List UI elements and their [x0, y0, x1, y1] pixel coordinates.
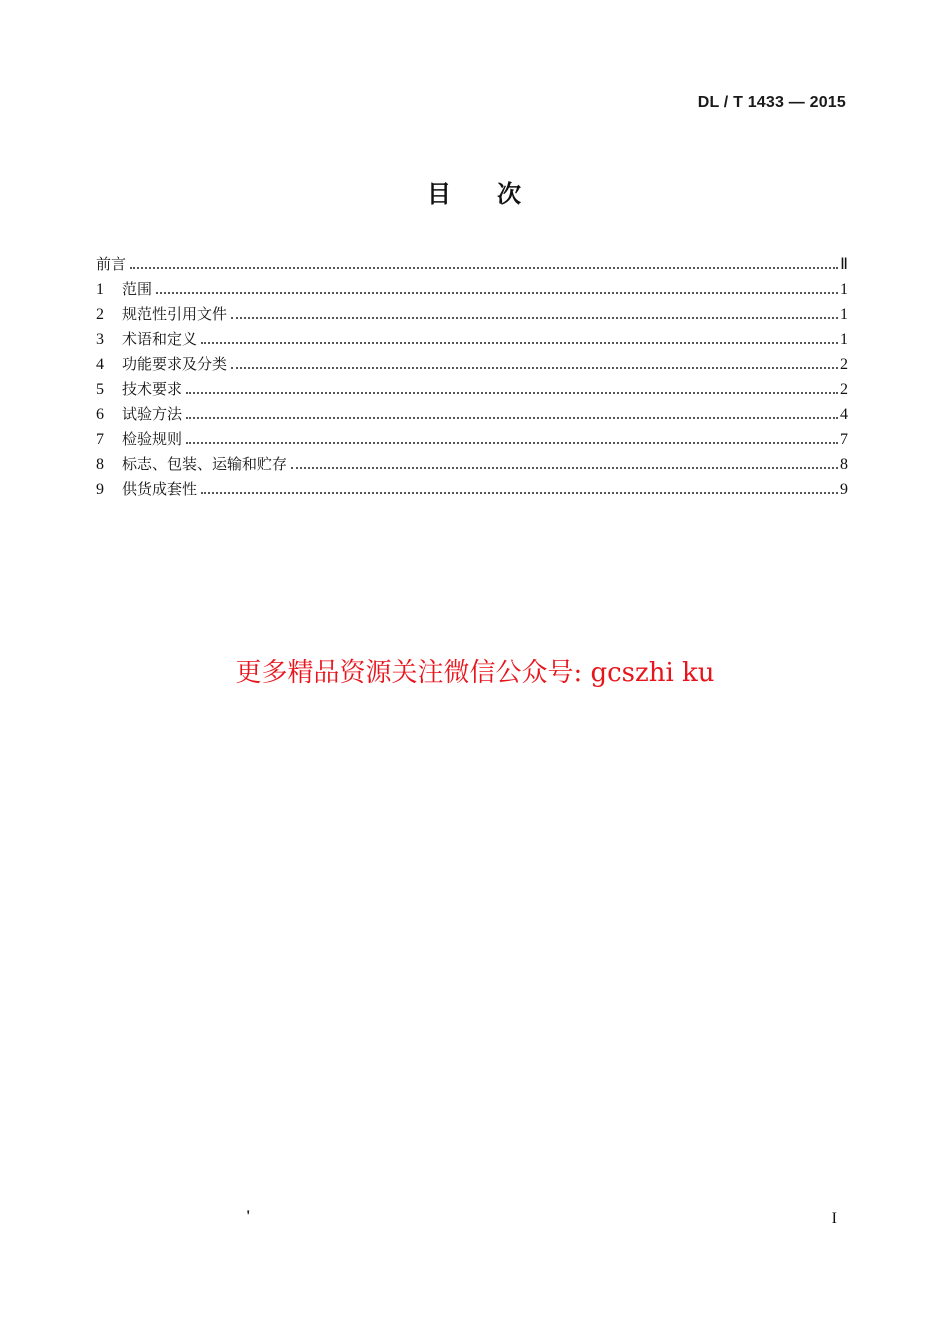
dot-leader — [186, 417, 838, 419]
dot-leader — [231, 367, 838, 369]
toc-entry-5[interactable] — [96, 377, 848, 402]
toc-entry-label: 技术要求 — [122, 380, 183, 398]
standard-code: DL / T 1433 — 2015 — [697, 94, 846, 111]
toc-entry-page: 4 — [840, 406, 848, 423]
toc-entry-page: 1 — [840, 306, 848, 323]
toc-entry-2[interactable] — [96, 302, 848, 327]
toc-entry-9[interactable] — [96, 477, 848, 502]
toc-entry-1[interactable] — [96, 277, 848, 302]
toc-entry-page: 7 — [840, 431, 848, 448]
dot-leader — [186, 442, 838, 444]
toc-entry-page: 8 — [840, 456, 848, 473]
toc-entry-label: 前言 — [96, 255, 127, 273]
toc-entry-6[interactable] — [96, 402, 848, 427]
promo-watermark-text: 更多精品资源关注微信公众号: gcszhi ku — [235, 658, 715, 688]
stray-mark: ' — [246, 1208, 251, 1225]
toc-entry-foreword[interactable] — [96, 252, 848, 277]
toc-entry-number: 9 — [96, 481, 104, 498]
toc-entry-page: Ⅱ — [840, 256, 848, 273]
toc-entry-3[interactable] — [96, 327, 848, 352]
toc-title — [0, 174, 950, 209]
toc-entry-number: 6 — [96, 406, 104, 423]
toc-entry-4[interactable] — [96, 352, 848, 377]
toc-entry-page: 2 — [840, 356, 848, 373]
toc-entry-page: 2 — [840, 381, 848, 398]
toc-entry-number: 2 — [96, 306, 104, 323]
toc-entry-label: 功能要求及分类 — [122, 355, 228, 373]
dot-leader — [201, 492, 838, 494]
toc-entry-number: 5 — [96, 381, 104, 398]
toc-entry-page: 9 — [840, 481, 848, 498]
toc-entry-8[interactable] — [96, 452, 848, 477]
toc-entry-page: 1 — [840, 281, 848, 298]
page-number: I — [831, 1210, 837, 1227]
toc-entry-label: 范围 — [122, 280, 153, 298]
toc-entry-label: 规范性引用文件 — [122, 305, 228, 323]
toc-entry-label: 试验方法 — [122, 405, 183, 423]
dot-leader — [186, 392, 838, 394]
toc-entry-number: 1 — [96, 281, 104, 298]
toc-entry-page: 1 — [840, 331, 848, 348]
dot-leader — [156, 292, 838, 294]
toc-entry-number: 7 — [96, 431, 104, 448]
table-of-contents — [96, 252, 848, 502]
toc-title-part2: 次 — [497, 180, 523, 208]
toc-entry-label: 供货成套性 — [122, 480, 198, 498]
toc-entry-number: 8 — [96, 456, 104, 473]
toc-entry-number: 4 — [96, 356, 104, 373]
toc-entry-label: 标志、包装、运输和贮存 — [122, 455, 288, 473]
dot-leader — [231, 317, 838, 319]
toc-entry-label: 检验规则 — [122, 430, 183, 448]
toc-entry-7[interactable] — [96, 427, 848, 452]
toc-entry-label: 术语和定义 — [122, 330, 198, 348]
dot-leader — [291, 467, 838, 469]
toc-entry-number: 3 — [96, 331, 104, 348]
toc-title-part1: 目 — [427, 180, 453, 208]
dot-leader — [201, 342, 838, 344]
dot-leader — [130, 267, 838, 269]
